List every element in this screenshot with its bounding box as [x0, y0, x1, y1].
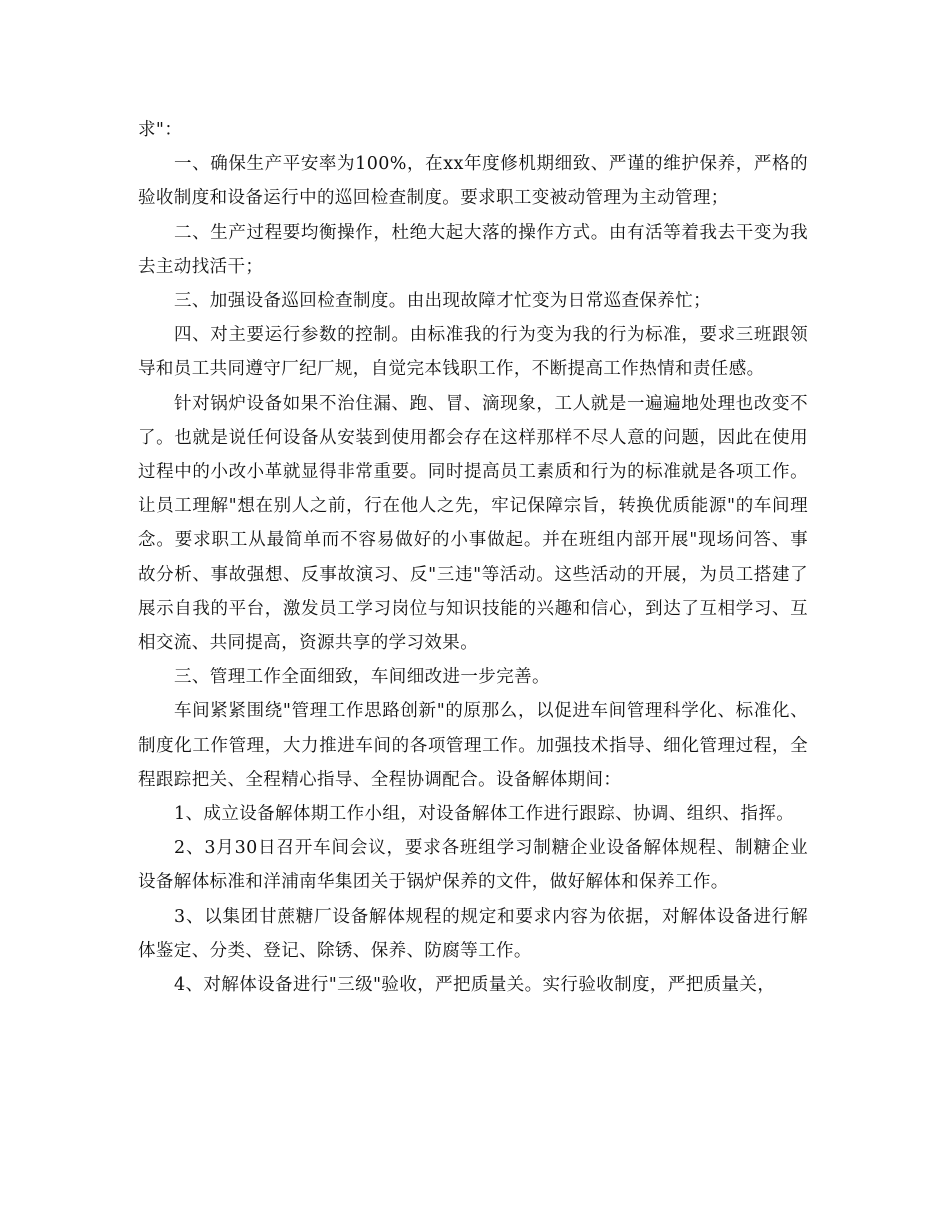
paragraph-management-intro: 车间紧紧围绕"管理工作思路创新"的原那么，以促进车间管理科学化、标准化、制度化工作管理，大力推进车间的各项管理工作。加强技术指导、细化管理过程，全程跟踪把关、全程精心指导、全程协调配合。设备解体期间： [138, 701, 808, 790]
paragraph-item-1: 一、确保生产平安率为100%，在xx年度修机期细致、严谨的维护保养，严格的验收制度和设备运行中的巡回检查制度。要求职工变被动管理为主动管理； [138, 154, 808, 209]
list-item-3: 3、以集团甘蔗糖厂设备解体规程的规定和要求内容为依据，对解体设备进行解体鉴定、分类、登记、除锈、保养、防腐等工作。 [138, 906, 808, 961]
document-body [138, 113, 808, 1002]
paragraph-boiler-measures: 针对锅炉设备如果不治住漏、跑、冒、滴现象，工人就是一遍遍地处理也改变不了。也就是说任何设备从安装到使用都会存在这样那样不尽人意的问题，因此在使用过程中的小改小革就显得非常重要。同时提高员工素质和行为的标准就是各项工作。让员工理解"想在别人之前，行在他人之先，牢记保障宗旨，转换优质能源"的车间理念。要求职工从最简单而不容易做好的小事做起。并在班组内部开展"现场问答、事故分析、事故强想、反事故演习、反"三违"等活动。这些活动的开展，为员工搭建了展示自我的平台，激发员工学习岗位与知识技能的兴趣和信心，到达了互相学习、互相交流、共同提高，资源共享的学习效果。 [138, 393, 808, 654]
paragraph-item-3: 三、加强设备巡回检查制度。由出现故障才忙变为日常巡查保养忙； [174, 291, 711, 312]
paragraph-item-4: 四、对主要运行参数的控制。由标准我的行为变为我的行为标准，要求三班跟领导和员工共同遵守厂纪厂规，自觉完本钱职工作，不断提高工作热情和责任感。 [138, 325, 808, 380]
list-item-4: 4、对解体设备进行"三级"验收，严把质量关。实行验收制度，严把质量关， [174, 975, 776, 996]
paragraph-continuation: 求"： [138, 120, 183, 140]
list-item-2: 2、3月30日召开车间会议，要求各班组学习制糖企业设备解体规程、制糖企业设备解体标准和洋浦南华集团关于锅炉保养的文件，做好解体和保养工作。 [138, 838, 808, 893]
list-item-1: 1、成立设备解体期工作小组，对设备解体工作进行跟踪、协调、组织、指挥。 [174, 804, 795, 825]
paragraph-item-2: 二、生产过程要均衡操作，杜绝大起大落的操作方式。由有活等着我去干变为我去主动找活干； [138, 222, 808, 277]
section-heading-management: 三、管理工作全面细致，车间细改进一步完善。 [174, 667, 550, 688]
